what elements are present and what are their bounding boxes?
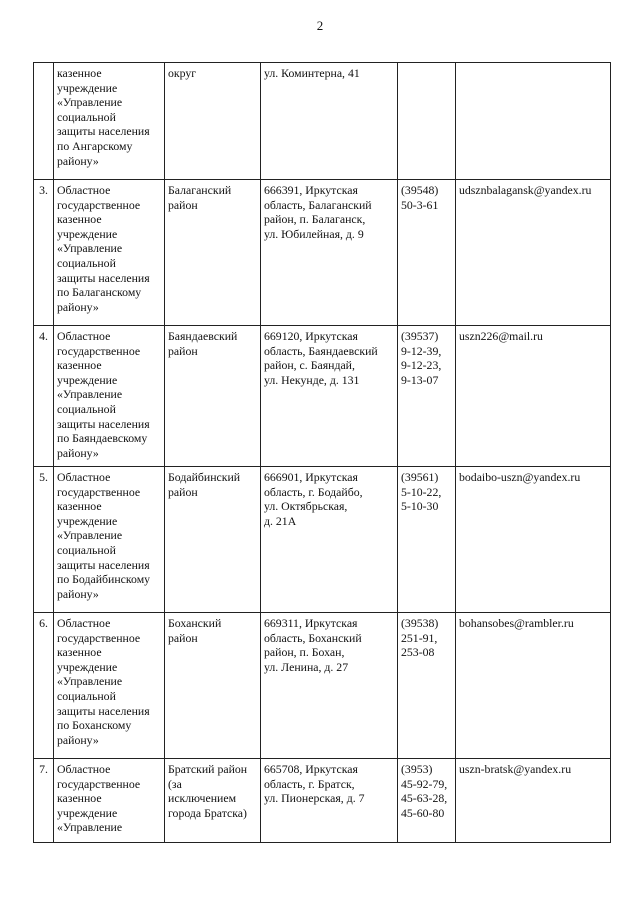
institutions-table bbox=[33, 62, 611, 843]
email-address: udsznbalagansk@yandex.ru bbox=[456, 180, 611, 326]
address: 666391, Иркутская область, Балаганский район, п. Балаганск, ул. Юбилейная, д. 9 bbox=[261, 180, 398, 326]
page-number: 2 bbox=[316, 18, 324, 33]
email-address: uszn-bratsk@yandex.ru bbox=[456, 759, 611, 843]
phone-numbers: (39538) 251-91, 253-08 bbox=[398, 613, 456, 759]
district-name: округ bbox=[165, 63, 261, 180]
row-number bbox=[34, 63, 54, 180]
row-number: 7. bbox=[34, 759, 54, 843]
institution-name: Областное государственное казенное учреждение «Управление социальной защиты населения по Боханскому району» bbox=[54, 613, 165, 759]
district-name: Балаганский район bbox=[165, 180, 261, 326]
institution-name: Областное государственное казенное учреждение «Управление социальной защиты населения по Балаганскому району» bbox=[54, 180, 165, 326]
table-row bbox=[34, 613, 611, 759]
phone-numbers: (39561) 5-10-22, 5-10-30 bbox=[398, 467, 456, 613]
address: 669311, Иркутская область, Боханский район, п. Бохан, ул. Ленина, д. 27 bbox=[261, 613, 398, 759]
phone-numbers: (3953) 45-92-79, 45-63-28, 45-60-80 bbox=[398, 759, 456, 843]
district-name: Братский район (за исключением города Братска) bbox=[165, 759, 261, 843]
phone-numbers bbox=[398, 63, 456, 180]
address: 669120, Иркутская область, Баяндаевский район, с. Баяндай, ул. Некунде, д. 131 bbox=[261, 326, 398, 467]
row-number: 4. bbox=[34, 326, 54, 467]
institution-name: казенное учреждение «Управление социальной защиты населения по Ангарскому району» bbox=[54, 63, 165, 180]
table-row bbox=[34, 180, 611, 326]
district-name: Бодайбинский район bbox=[165, 467, 261, 613]
institution-name: Областное государственное казенное учреждение «Управление социальной защиты населения по Бодайбинскому району» bbox=[54, 467, 165, 613]
email-address: uszn226@mail.ru bbox=[456, 326, 611, 467]
table-row bbox=[34, 326, 611, 467]
row-number: 6. bbox=[34, 613, 54, 759]
district-name: Боханский район bbox=[165, 613, 261, 759]
table-row bbox=[34, 759, 611, 843]
email-address: bohansobes@rambler.ru bbox=[456, 613, 611, 759]
row-number: 5. bbox=[34, 467, 54, 613]
phone-numbers: (39548) 50-3-61 bbox=[398, 180, 456, 326]
phone-numbers: (39537) 9-12-39, 9-12-23, 9-13-07 bbox=[398, 326, 456, 467]
table-row bbox=[34, 63, 611, 180]
row-number: 3. bbox=[34, 180, 54, 326]
address: ул. Коминтерна, 41 bbox=[261, 63, 398, 180]
email-address: bodaibo-uszn@yandex.ru bbox=[456, 467, 611, 613]
institution-name: Областное государственное казенное учреждение «Управление bbox=[54, 759, 165, 843]
district-name: Баяндаевский район bbox=[165, 326, 261, 467]
institution-name: Областное государственное казенное учреждение «Управление социальной защиты населения по Баяндаевскому району» bbox=[54, 326, 165, 467]
email-address bbox=[456, 63, 611, 180]
table-row bbox=[34, 467, 611, 613]
address: 666901, Иркутская область, г. Бодайбо, ул. Октябрьская, д. 21А bbox=[261, 467, 398, 613]
address: 665708, Иркутская область, г. Братск, ул. Пионерская, д. 7 bbox=[261, 759, 398, 843]
